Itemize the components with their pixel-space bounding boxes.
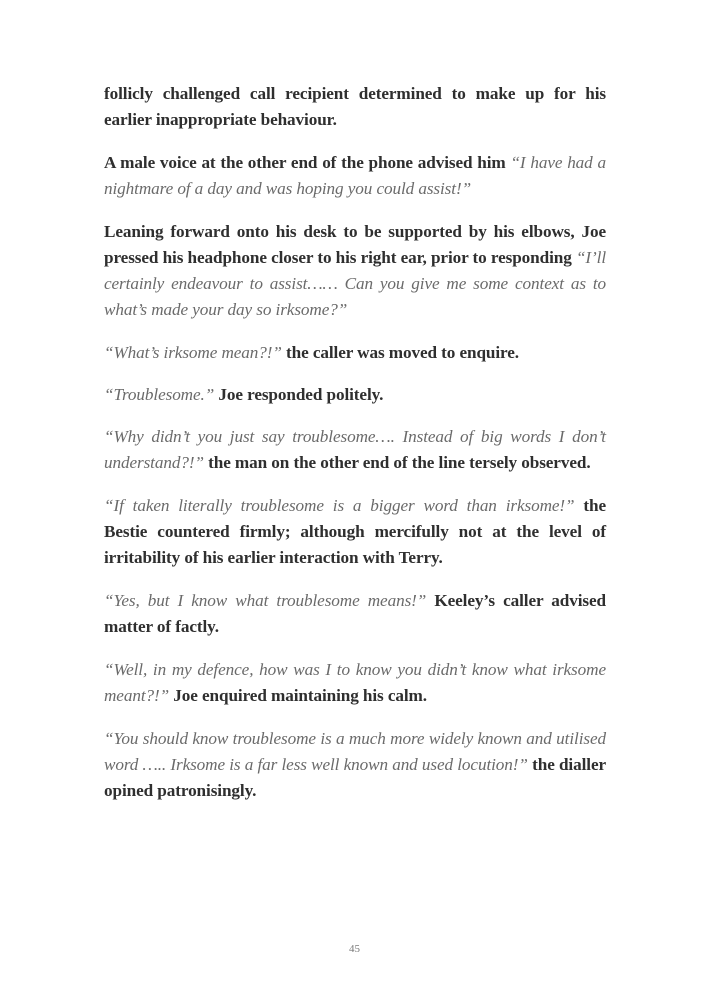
narration-text: follicly challenged call recipient determined to make up for his earlier inappropriate behaviour. xyxy=(104,84,606,129)
narration-text: the man on the other end of the line tersely observed. xyxy=(203,453,591,472)
page-number: 45 xyxy=(349,943,360,955)
narration-text: the Bestie countered firmly; although mercifully not at the level of irritability of his earlier interaction with Terry. xyxy=(104,496,606,567)
paragraph xyxy=(104,726,606,804)
quoted-speech: “Yes, but I know what troublesome means!” xyxy=(104,591,427,610)
narration-text: Joe enquired maintaining his calm. xyxy=(169,686,427,705)
paragraph xyxy=(104,493,606,571)
narration-text: Keeley’s caller advised matter of factly. xyxy=(104,591,606,636)
paragraph xyxy=(104,219,606,323)
narration-text: Joe responded politely. xyxy=(214,385,384,404)
quoted-speech: “What’s irksome mean?!” xyxy=(104,343,282,362)
narration-text: the dialler opined patronisingly. xyxy=(104,755,606,800)
narration-text: Leaning forward onto his desk to be supported by his elbows, Joe pressed his headphone closer to his right ear, prior to responding xyxy=(104,222,606,267)
body-text xyxy=(104,81,606,821)
quoted-speech: “Well, in my defence, how was I to know you didn’t know what irksome meant?!” xyxy=(104,660,606,705)
paragraph xyxy=(104,382,606,408)
quoted-speech: “Why didn’t you just say troublesome…. Instead of big words I don’t understand?!” xyxy=(104,427,606,472)
narration-text: A male voice at the other end of the phone advised him xyxy=(104,153,511,172)
paragraph xyxy=(104,588,606,640)
paragraph xyxy=(104,81,606,133)
quoted-speech: “I’ll certainly endeavour to assist…… Can you give me some context as to what’s made your day so irksome?” xyxy=(104,248,606,319)
paragraph xyxy=(104,340,606,366)
paragraph xyxy=(104,657,606,709)
quoted-speech: “I have had a nightmare of a day and was hoping you could assist!” xyxy=(104,153,606,198)
quoted-speech: “You should know troublesome is a much more widely known and utilised word ….. Irksome is a far less well known and used locution!” xyxy=(104,729,606,774)
paragraph xyxy=(104,424,606,476)
paragraph xyxy=(104,150,606,202)
quoted-speech: “Troublesome.” xyxy=(104,385,215,404)
narration-text: the caller was moved to enquire. xyxy=(281,343,519,362)
quoted-speech: “If taken literally troublesome is a bigger word than irksome!” xyxy=(104,496,575,515)
